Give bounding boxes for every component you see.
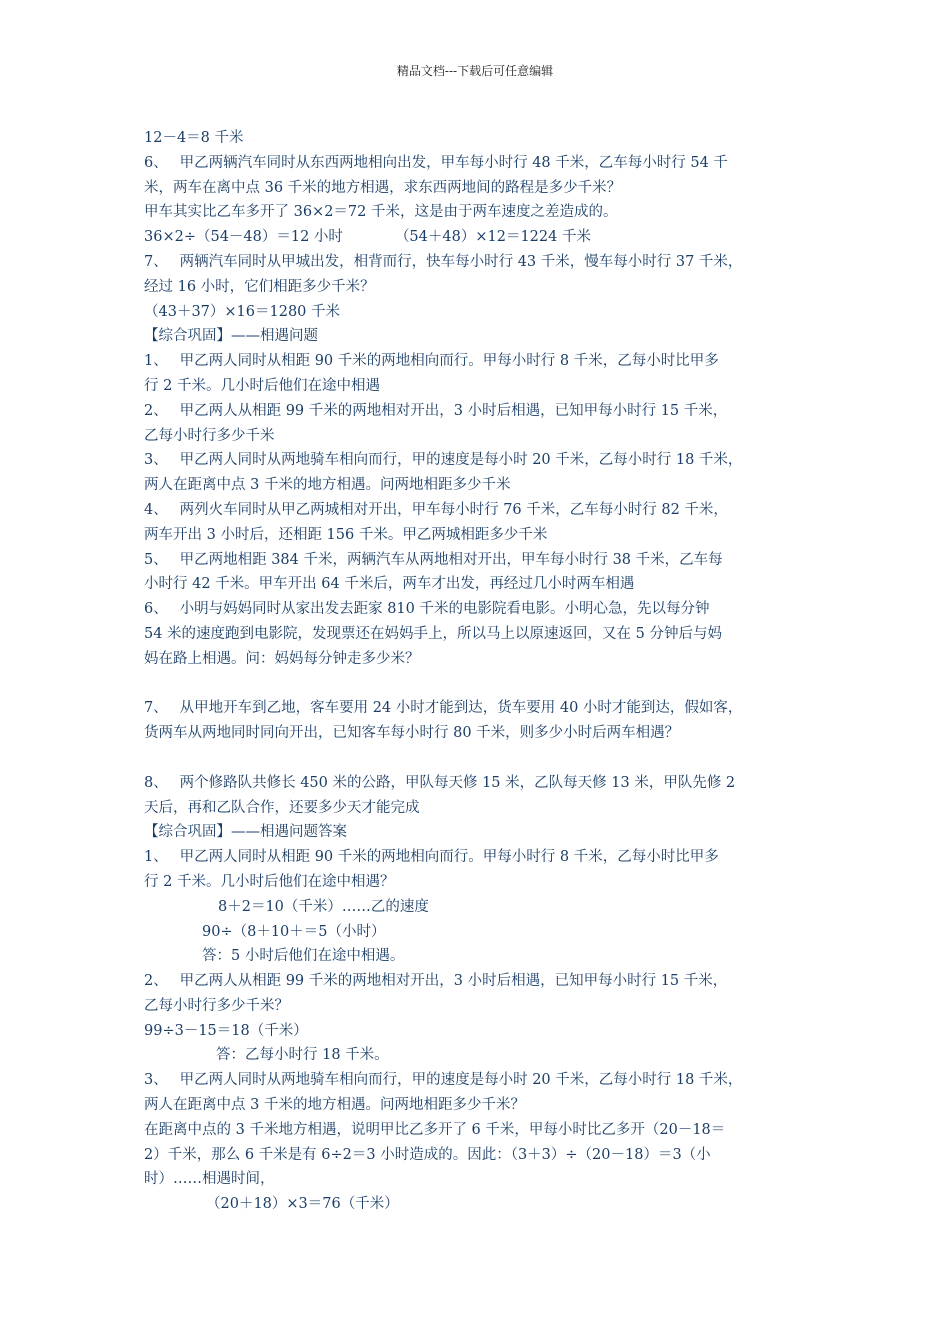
- answer-3-explanation-3: 时）……相遇时间，: [144, 1171, 275, 1188]
- answer-1-line-1: 1、 甲乙两人同时从相距 90 千米的两地相向而行。甲每小时行 8 千米，乙每小时比甲多: [144, 849, 719, 866]
- exercise-7-line-1: 7、 从甲地开车到乙地，客车要用 24 小时才能到达，货车要用 40 小时才能到达，假如客，: [144, 700, 743, 717]
- exercise-1-line-2: 行 2 千米。几小时后他们在途中相遇: [144, 377, 380, 394]
- problem-6-formula-line: [144, 225, 820, 250]
- blank-line: [144, 746, 820, 771]
- exercise-4-line-1: 4、 两列火车同时从甲乙两城相对开出，甲车每小时行 76 千米，乙车每小时行 82 千米，: [144, 501, 728, 518]
- document-body: [144, 126, 820, 1217]
- page-header: 精品文档---下载后可任意编辑: [396, 64, 554, 78]
- text-line: 12－4＝8 千米: [144, 130, 244, 146]
- exercise-2-line-2: 乙每小时行多少千米: [144, 427, 275, 444]
- answer-1-step-2: 90÷（8＋10＋＝5（小时）: [202, 923, 386, 940]
- answer-2-line-1: 2、 甲乙两人从相距 99 千米的两地相对开出，3 小时后相遇，已知甲每小时行 15 千米，: [144, 973, 728, 990]
- blank-line: [144, 672, 820, 697]
- exercise-8-line-1: 8、 两个修路队共修长 450 米的公路，甲队每天修 15 米，乙队每天修 13 米，甲队先修 2: [144, 774, 736, 791]
- formula-b: （54＋48）×12＝1224 千米: [394, 229, 591, 246]
- exercise-4-line-2: 两车开出 3 小时后，还相距 156 千米。甲乙两城相距多少千米: [144, 526, 548, 543]
- exercise-7-line-2: 货两车从两地同时同向开出，已知客车每小时行 80 千米，则多少小时后两车相遇？: [144, 725, 680, 742]
- answer-1-line-2: 行 2 千米。几小时后他们在途中相遇？: [144, 873, 395, 890]
- exercise-6-line-1: 6、 小明与妈妈同时从家出发去距家 810 千米的电影院看电影。小明心急，先以每分钟: [144, 601, 710, 618]
- answer-3-line-2: 两人在距离中点 3 千米的地方相遇。问两地相距多少千米？: [144, 1097, 525, 1114]
- answer-2-step: 99÷3－15＝18（千米）: [144, 1022, 308, 1039]
- exercise-8-line-2: 天后，再和乙队合作，还要多少天才能完成: [144, 799, 420, 816]
- answer-1-step-1: 8＋2＝10（千米）……乙的速度: [218, 898, 429, 915]
- exercise-1-line-1: 1、 甲乙两人同时从相距 90 千米的两地相向而行。甲每小时行 8 千米，乙每小时比甲多: [144, 353, 719, 370]
- problem-6-line-2: 米，两车在离中点 36 千米的地方相遇，求东西两地间的路程是多少千米？: [144, 179, 622, 196]
- exercise-6-line-3: 妈在路上相遇。问：妈妈每分钟走多少米？: [144, 650, 420, 667]
- problem-6-line-1: 6、 甲乙两辆汽车同时从东西两地相向出发，甲车每小时行 48 千米，乙车每小时行 54 千: [144, 154, 728, 171]
- answer-2-line-2: 乙每小时行多少千米？: [144, 997, 289, 1014]
- answer-3-result: （20＋18）×3＝76（千米）: [206, 1196, 399, 1213]
- problem-6-explanation: 甲车其实比乙车多开了 36×2＝72 千米，这是由于两车速度之差造成的。: [144, 204, 618, 221]
- formula-a: 36×2÷（54－48）＝12 小时: [144, 229, 343, 246]
- exercise-5-line-2: 小时行 42 千米。甲车开出 64 千米后，两车才出发，再经过几小时两车相遇: [144, 576, 635, 593]
- answer-1-conclusion: 答：5 小时后他们在途中相遇。: [202, 948, 405, 965]
- answers-heading: 【综合巩固】——相遇问题答案: [144, 824, 347, 841]
- exercise-3-line-2: 两人在距离中点 3 千米的地方相遇。问两地相距多少千米: [144, 477, 511, 494]
- exercise-5-line-1: 5、 甲乙两地相距 384 千米，两辆汽车从两地相对开出，甲车每小时行 38 千米，乙车每: [144, 551, 723, 568]
- exercise-6-line-2: 54 米的速度跑到电影院，发现票还在妈妈手上，所以马上以原速返回，又在 5 分钟后与妈: [144, 625, 722, 642]
- answer-2-conclusion: 答：乙每小时行 18 千米。: [216, 1047, 389, 1064]
- exercise-3-line-1: 3、 甲乙两人同时从两地骑车相向而行，甲的速度是每小时 20 千米，乙每小时行 18 千米，: [144, 452, 743, 469]
- problem-7-line-2: 经过 16 小时，它们相距多少千米？: [144, 278, 375, 295]
- answer-3-line-1: 3、 甲乙两人同时从两地骑车相向而行，甲的速度是每小时 20 千米，乙每小时行 18 千米，: [144, 1072, 743, 1089]
- problem-7-line-1: 7、 两辆汽车同时从甲城出发，相背而行，快车每小时行 43 千米，慢车每小时行 37 千米，: [144, 253, 743, 270]
- answer-3-explanation-2: 2）千米，那么 6 千米是有 6÷2＝3 小时造成的。因此：（3＋3）÷（20－18）＝3（小: [144, 1146, 711, 1163]
- section-heading: 【综合巩固】——相遇问题: [144, 328, 318, 345]
- problem-7-answer: （43＋37）×16＝1280 千米: [144, 303, 341, 320]
- exercise-2-line-1: 2、 甲乙两人从相距 99 千米的两地相对开出，3 小时后相遇，已知甲每小时行 15 千米，: [144, 402, 728, 419]
- answer-3-explanation-1: 在距离中点的 3 千米地方相遇，说明甲比乙多开了 6 千米，甲每小时比乙多开（20－18＝: [144, 1121, 726, 1138]
